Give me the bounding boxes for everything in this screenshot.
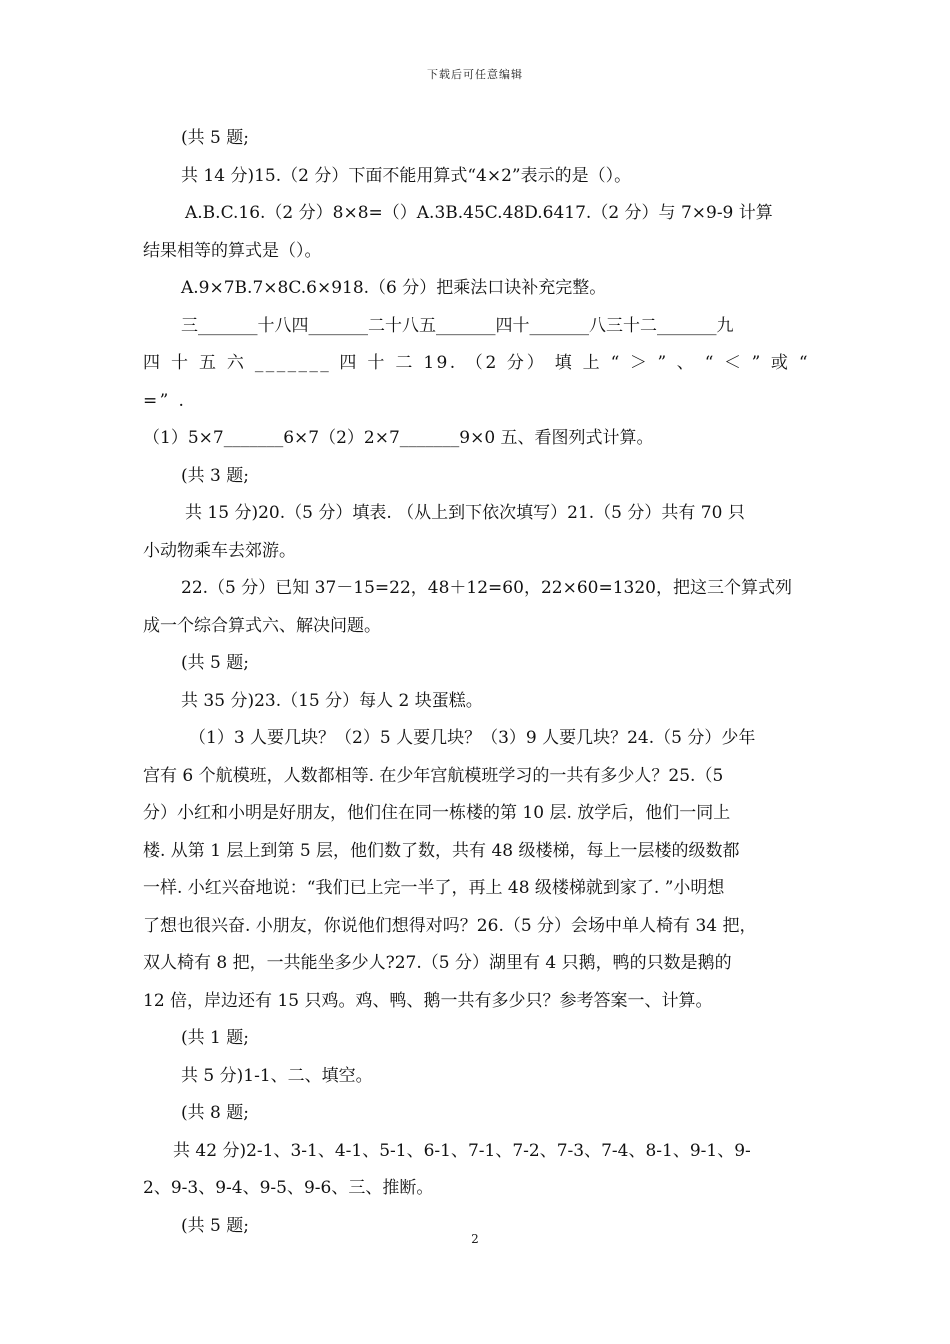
text-line: 共 15 分)20.（5 分）填表. （从上到下依次填写）21.（5 分）共有 70 只 bbox=[185, 503, 745, 523]
page-number: 2 bbox=[471, 1232, 479, 1246]
text-line: (共 5 题; bbox=[181, 653, 249, 673]
document-body bbox=[143, 120, 810, 1245]
text-line: 双人椅有 8 把，一共能坐多少人?27.（5 分）湖里有 4 只鹅，鸭的只数是鹅的 bbox=[143, 953, 732, 973]
text-line: 共 14 分)15.（2 分）下面不能用算式“4×2”表示的是（）。 bbox=[181, 165, 632, 186]
text-line: 四 十 五 六 _______ 四 十 二 19. （2 分） 填 上 “ ＞ ” 、 “ ＜ ” 或 “ =” . bbox=[143, 353, 810, 411]
text-line: (共 3 题; bbox=[181, 465, 249, 486]
text-line: 共 42 分)2-1、3-1、4-1、5-1、6-1、7-1、7-2、7-3、7-4、8-1、9-1、9- bbox=[173, 1140, 751, 1161]
text-line: 小动物乘车去郊游。 bbox=[143, 540, 296, 561]
text-line: 楼. 从第 1 层上到第 5 层，他们数了数，共有 48 级楼梯，每上一层楼的级数都 bbox=[143, 840, 740, 861]
text-line: A.9×7B.7×8C.6×918.（6 分）把乘法口诀补充完整。 bbox=[181, 278, 607, 298]
text-line: （1）3 人要几块？（2）5 人要几块？（3）9 人要几块？24.（5 分）少年 bbox=[189, 728, 756, 748]
text-line: (共 5 题; bbox=[181, 1215, 249, 1236]
text-line: 了想也很兴奋. 小朋友，你说他们想得对吗？26.（5 分）会场中单人椅有 34 把， bbox=[143, 915, 757, 936]
text-line: A.B.C.16.（2 分）8×8=（）A.3B.45C.48D.6417.（2 分）与 7×9-9 计算 bbox=[185, 203, 773, 223]
text-line: (共 1 题; bbox=[181, 1028, 249, 1048]
text-line: 22.（5 分）已知 37－15=22，48＋12=60，22×60=1320，把这三个算式列 bbox=[181, 578, 792, 598]
text-line: (共 8 题; bbox=[181, 1103, 249, 1123]
text-line: 结果相等的算式是（）。 bbox=[143, 240, 322, 261]
page-header: 下载后可任意编辑 bbox=[427, 68, 523, 81]
text-line: 成一个综合算式六、解决问题。 bbox=[143, 615, 381, 636]
text-line: 三_______十八四_______二十八五_______四十_______八三十二_______九 bbox=[181, 315, 734, 336]
text-line: (共 5 题; bbox=[181, 128, 249, 148]
text-line: 2、9-3、9-4、9-5、9-6、三、推断。 bbox=[143, 1178, 434, 1198]
text-line: 共 5 分)1-1、二、填空。 bbox=[181, 1065, 373, 1086]
text-line: 宫有 6 个航模班，人数都相等. 在少年宫航模班学习的一共有多少人？25.（5 bbox=[143, 765, 724, 786]
text-line: 12 倍，岸边还有 15 只鸡。鸡、鸭、鹅一共有多少只？参考答案一、计算。 bbox=[143, 990, 713, 1011]
text-line: 一样. 小红兴奋地说：“我们已上完一半了，再上 48 级楼梯就到家了. ”小明想 bbox=[143, 878, 725, 898]
text-line: 分）小红和小明是好朋友，他们住在同一栋楼的第 10 层. 放学后，他们一同上 bbox=[143, 803, 731, 823]
text-line: （1）5×7_______6×7（2）2×7_______9×0 五、看图列式计算。 bbox=[143, 428, 654, 448]
text-line: 共 35 分)23.（15 分）每人 2 块蛋糕。 bbox=[181, 690, 483, 711]
